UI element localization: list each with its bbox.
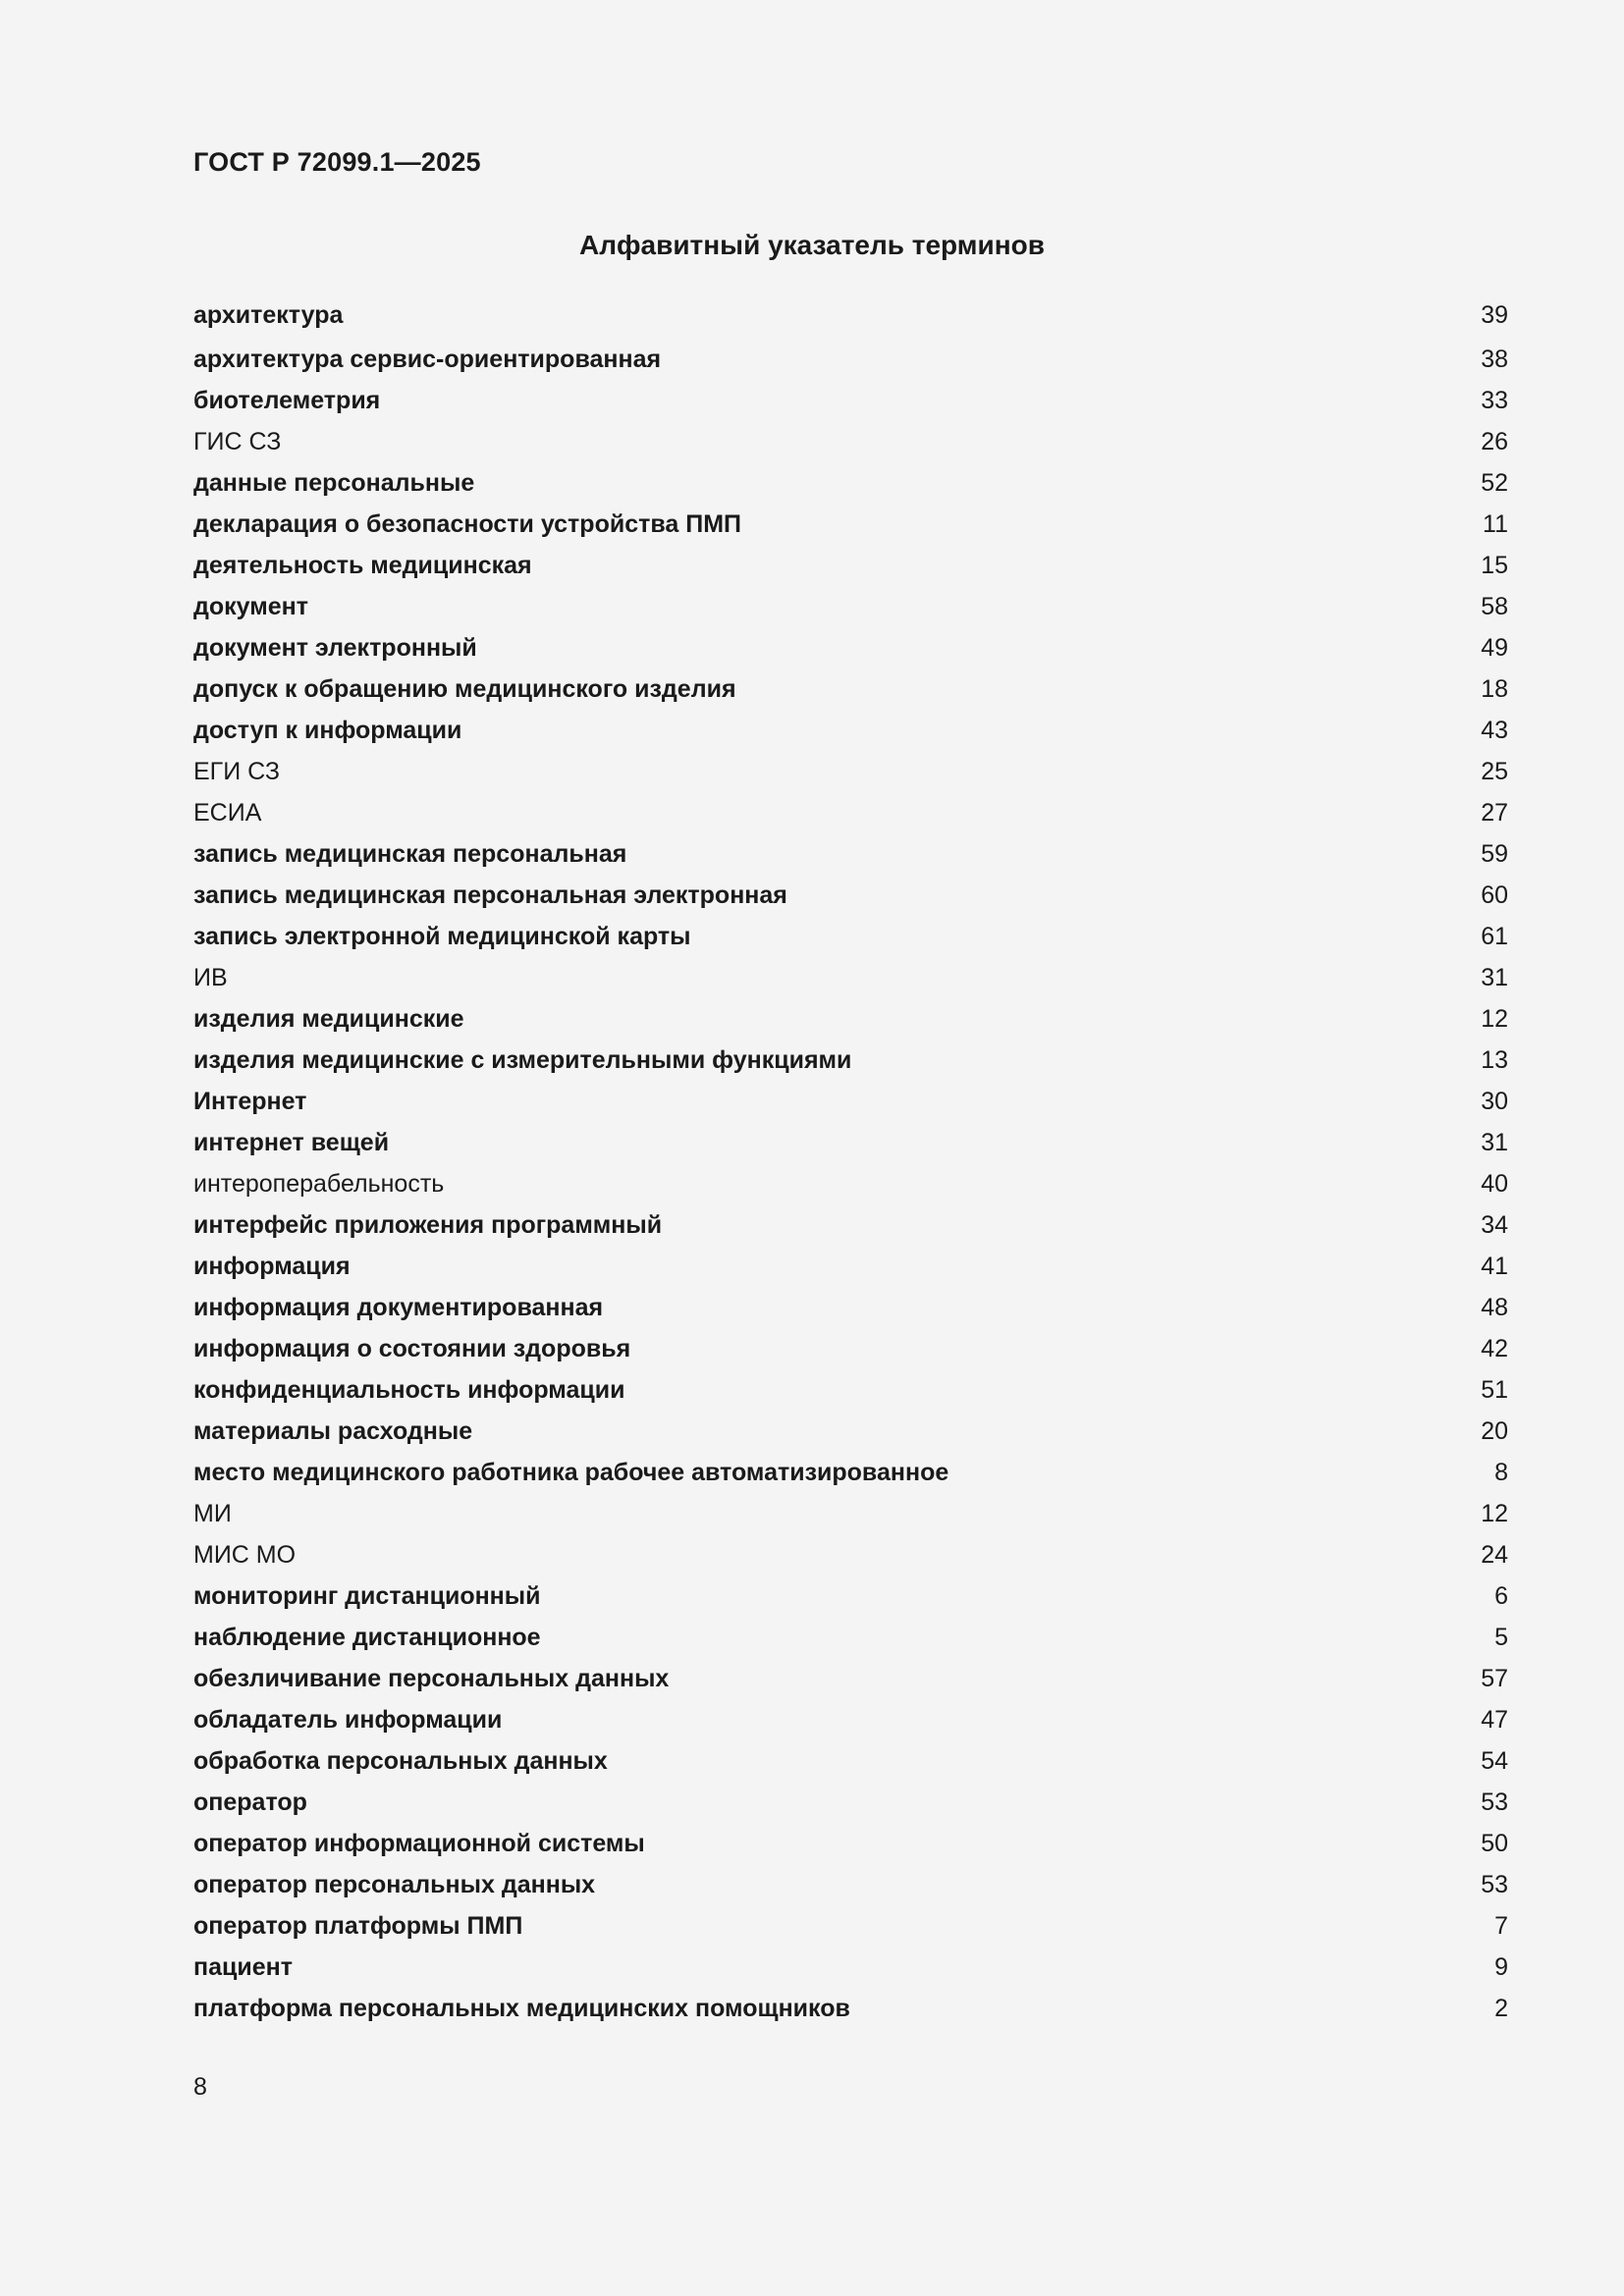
index-term: запись электронной медицинской карты (193, 923, 691, 950)
index-page-ref: 51 (1481, 1376, 1508, 1404)
index-term: Интернет (193, 1088, 307, 1115)
index-page-ref: 12 (1481, 1005, 1508, 1033)
index-term: ИВ (193, 964, 228, 991)
index-term: место медицинского работника рабочее автоматизированное (193, 1459, 949, 1486)
index-page-ref: 53 (1481, 1789, 1508, 1816)
index-page-ref: 59 (1481, 840, 1508, 868)
index-term: оператор информационной системы (193, 1830, 645, 1857)
index-entry (193, 462, 1508, 504)
index-page-ref: 41 (1481, 1253, 1508, 1280)
index-entry (193, 1040, 1508, 1081)
index-entry (193, 1246, 1508, 1287)
index-page-ref: 15 (1481, 552, 1508, 579)
index-term: деятельность медицинская (193, 552, 532, 579)
index-page-ref: 54 (1481, 1747, 1508, 1775)
index-entry (193, 1988, 1508, 2029)
index-term: интерфейс приложения программный (193, 1211, 663, 1239)
index-page-ref: 26 (1481, 428, 1508, 455)
index-entry (193, 1328, 1508, 1369)
index-page-ref: 31 (1481, 964, 1508, 991)
index-entry (193, 1493, 1508, 1534)
index-term: ЕСИА (193, 799, 262, 827)
index-entry (193, 1617, 1508, 1658)
index-page-ref: 42 (1481, 1335, 1508, 1362)
index-entry (193, 627, 1508, 668)
index-entry (193, 586, 1508, 627)
index-page-ref: 40 (1481, 1170, 1508, 1198)
index-term: изделия медицинские (193, 1005, 464, 1033)
index-entry (193, 545, 1508, 586)
index-page-ref: 6 (1494, 1582, 1508, 1610)
index-term: архитектура (193, 301, 344, 329)
index-term: обезличивание персональных данных (193, 1665, 670, 1692)
index-page-ref: 43 (1481, 717, 1508, 744)
index-entry (193, 957, 1508, 998)
index-term: интероперабельность (193, 1170, 445, 1198)
index-term: информация документированная (193, 1294, 604, 1321)
index-entry (193, 1204, 1508, 1246)
index-page-ref: 30 (1481, 1088, 1508, 1115)
index-term: платформа персональных медицинских помощников (193, 1995, 850, 2022)
index-page-ref: 49 (1481, 634, 1508, 662)
index-term: допуск к обращению медицинского изделия (193, 675, 736, 703)
index-page-ref: 5 (1494, 1624, 1508, 1651)
index-term: запись медицинская персональная электронная (193, 881, 787, 909)
index-entry (193, 1163, 1508, 1204)
index-page-ref: 57 (1481, 1665, 1508, 1692)
index-page-ref: 33 (1481, 387, 1508, 414)
index-entry (193, 875, 1508, 916)
index-entry (193, 1947, 1508, 1988)
index-term: оператор платформы ПМП (193, 1912, 523, 1940)
index-page-ref: 39 (1481, 301, 1508, 329)
index-entry (193, 1287, 1508, 1328)
index-page-ref: 12 (1481, 1500, 1508, 1527)
index-term: оператор персональных данных (193, 1871, 596, 1898)
document-header: ГОСТ Р 72099.1—2025 (193, 147, 481, 177)
index-page-ref: 8 (1494, 1459, 1508, 1486)
index-entry (193, 792, 1508, 833)
index-term: данные персональные (193, 469, 475, 497)
index-page-ref: 11 (1483, 510, 1508, 538)
index-term: изделия медицинские с измерительными функциями (193, 1046, 852, 1074)
index-page-ref: 20 (1481, 1417, 1508, 1445)
index-term: декларация о безопасности устройства ПМП (193, 510, 742, 538)
index-page-ref: 2 (1494, 1995, 1508, 2022)
index-entry (193, 1534, 1508, 1575)
index-term: ЕГИ СЗ (193, 758, 281, 785)
index-term: материалы расходные (193, 1417, 473, 1445)
index-term: документ (193, 593, 308, 620)
index-page-ref: 58 (1481, 593, 1508, 620)
index-entry (193, 380, 1508, 421)
index-term: МИ (193, 1500, 232, 1527)
index-page-ref: 52 (1481, 469, 1508, 497)
index-entry (193, 916, 1508, 957)
index-entry (193, 1452, 1508, 1493)
term-index-list (193, 294, 1508, 2029)
index-entry (193, 1782, 1508, 1823)
index-term: архитектура сервис-ориентированная (193, 346, 662, 373)
index-term: интернет вещей (193, 1129, 390, 1156)
index-page-ref: 38 (1481, 346, 1508, 373)
index-term: обладатель информации (193, 1706, 503, 1734)
index-term: документ электронный (193, 634, 477, 662)
index-page-ref: 31 (1481, 1129, 1508, 1156)
page-number: 8 (193, 2073, 207, 2101)
index-entry (193, 421, 1508, 462)
index-term: оператор (193, 1789, 307, 1816)
index-page-ref: 18 (1481, 675, 1508, 703)
index-term: наблюдение дистанционное (193, 1624, 541, 1651)
index-term: запись медицинская персональная (193, 840, 627, 868)
index-entry (193, 1740, 1508, 1782)
index-page-ref: 24 (1481, 1541, 1508, 1569)
index-page-ref: 50 (1481, 1830, 1508, 1857)
index-entry (193, 1658, 1508, 1699)
index-page-ref: 7 (1494, 1912, 1508, 1940)
index-page-ref: 48 (1481, 1294, 1508, 1321)
index-page-ref: 25 (1481, 758, 1508, 785)
index-page-ref: 60 (1481, 881, 1508, 909)
index-entry (193, 1411, 1508, 1452)
index-entry (193, 1575, 1508, 1617)
index-page-ref: 13 (1481, 1046, 1508, 1074)
index-term: конфиденциальность информации (193, 1376, 625, 1404)
index-term: мониторинг дистанционный (193, 1582, 541, 1610)
index-entry (193, 1905, 1508, 1947)
index-term: биотелеметрия (193, 387, 381, 414)
index-entry (193, 504, 1508, 545)
index-page-ref: 9 (1494, 1953, 1508, 1981)
index-term: доступ к информации (193, 717, 462, 744)
index-entry (193, 1369, 1508, 1411)
index-entry (193, 1699, 1508, 1740)
index-entry (193, 668, 1508, 710)
index-term: пациент (193, 1953, 293, 1981)
index-entry (193, 294, 1508, 339)
index-title: Алфавитный указатель терминов (579, 230, 1045, 260)
index-term: информация о состоянии здоровья (193, 1335, 631, 1362)
index-term: ГИС СЗ (193, 428, 282, 455)
index-term: МИС МО (193, 1541, 297, 1569)
index-entry (193, 998, 1508, 1040)
index-entry (193, 833, 1508, 875)
index-entry (193, 710, 1508, 751)
index-entry (193, 1823, 1508, 1864)
index-entry (193, 339, 1508, 380)
index-term: обработка персональных данных (193, 1747, 608, 1775)
index-page-ref: 47 (1481, 1706, 1508, 1734)
index-page-ref: 27 (1481, 799, 1508, 827)
index-term: информация (193, 1253, 351, 1280)
index-entry (193, 751, 1508, 792)
index-page-ref: 34 (1481, 1211, 1508, 1239)
index-page-ref: 53 (1481, 1871, 1508, 1898)
index-entry (193, 1081, 1508, 1122)
index-page-ref: 61 (1481, 923, 1508, 950)
index-entry (193, 1864, 1508, 1905)
index-entry (193, 1122, 1508, 1163)
